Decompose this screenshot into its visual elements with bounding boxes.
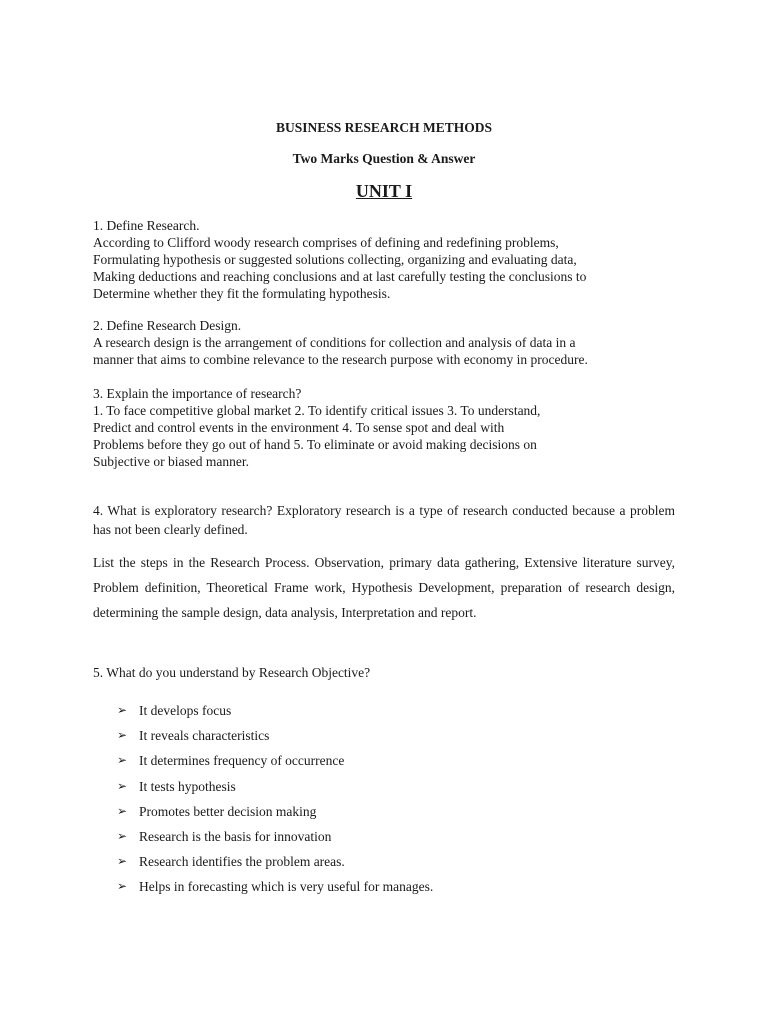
list-item bbox=[117, 803, 433, 828]
question-5-heading: 5. What do you understand by Research Objective? bbox=[93, 665, 371, 680]
answer-1-line: Formulating hypothesis or suggested solutions collecting, organizing and evaluating data, bbox=[93, 252, 577, 267]
question-2-block bbox=[93, 317, 678, 368]
arrow-bullet-icon: ➢ bbox=[117, 778, 128, 793]
list-item-text: Promotes better decision making bbox=[139, 803, 317, 819]
question-2-heading: 2. Define Research Design. bbox=[93, 318, 242, 333]
unit-heading bbox=[0, 181, 768, 202]
arrow-bullet-icon: ➢ bbox=[117, 728, 128, 743]
list-item bbox=[117, 727, 433, 752]
document-subtitle: Two Marks Question & Answer bbox=[292, 151, 476, 166]
answer-3-line: Predict and control events in the environment 4. To sense spot and deal with bbox=[93, 420, 505, 435]
list-item-text: It reveals characteristics bbox=[139, 728, 270, 744]
question-1-block bbox=[93, 217, 678, 302]
answer-1-line: Making deductions and reaching conclusions and at last carefully testing the conclusions to bbox=[93, 269, 587, 284]
document-title: BUSINESS RESEARCH METHODS bbox=[275, 120, 493, 135]
list-item bbox=[117, 752, 433, 777]
question-4-paragraph: 4. What is exploratory research? Exploratory research is a type of research conducted because a problem has not been clearly defined. bbox=[93, 503, 675, 537]
research-objective-list bbox=[117, 702, 433, 904]
research-steps-paragraph: List the steps in the Research Process. Observation, primary data gathering, Extensive literature survey, Problem definition, Theoretical Frame work, Hypothesis Development, preparation of research design, determining the sample design, data analysis, Interpretation and report. bbox=[93, 555, 675, 620]
arrow-bullet-icon: ➢ bbox=[117, 879, 128, 894]
arrow-bullet-icon: ➢ bbox=[117, 854, 128, 869]
question-1-heading: 1. Define Research. bbox=[93, 218, 200, 233]
arrow-bullet-icon: ➢ bbox=[117, 803, 128, 818]
answer-2-line: A research design is the arrangement of conditions for collection and analysis of data in a bbox=[93, 335, 576, 350]
question-3-block bbox=[93, 385, 678, 470]
list-item-text: It determines frequency of occurrence bbox=[139, 753, 345, 769]
answer-3-line: Problems before they go out of hand 5. To eliminate or avoid making decisions on bbox=[93, 437, 537, 452]
arrow-bullet-icon: ➢ bbox=[117, 828, 128, 843]
list-item-text: Helps in forecasting which is very useful for manages. bbox=[139, 879, 434, 895]
arrow-bullet-icon: ➢ bbox=[117, 703, 128, 717]
list-item-text: It tests hypothesis bbox=[139, 778, 236, 794]
answer-1-line: According to Clifford woody research comprises of defining and redefining problems, bbox=[93, 235, 559, 250]
question-3-heading: 3. Explain the importance of research? bbox=[93, 386, 302, 401]
answer-1-line: Determine whether they fit the formulating hypothesis. bbox=[93, 286, 391, 301]
list-item bbox=[117, 828, 433, 853]
arrow-bullet-icon: ➢ bbox=[117, 753, 128, 768]
list-item-text: Research identifies the problem areas. bbox=[139, 854, 345, 870]
list-item-text: It develops focus bbox=[139, 703, 232, 718]
answer-3-line: Subjective or biased manner. bbox=[93, 454, 249, 469]
list-item bbox=[117, 778, 433, 803]
list-item bbox=[117, 702, 433, 727]
answer-2-line: manner that aims to combine relevance to the research purpose with economy in procedure. bbox=[93, 352, 588, 367]
list-item bbox=[117, 878, 433, 903]
list-item-text: Research is the basis for innovation bbox=[139, 828, 332, 844]
unit-heading-text: UNIT I bbox=[355, 181, 413, 201]
answer-3-line: 1. To face competitive global market 2. To identify critical issues 3. To understand, bbox=[93, 403, 541, 418]
list-item bbox=[117, 853, 433, 878]
